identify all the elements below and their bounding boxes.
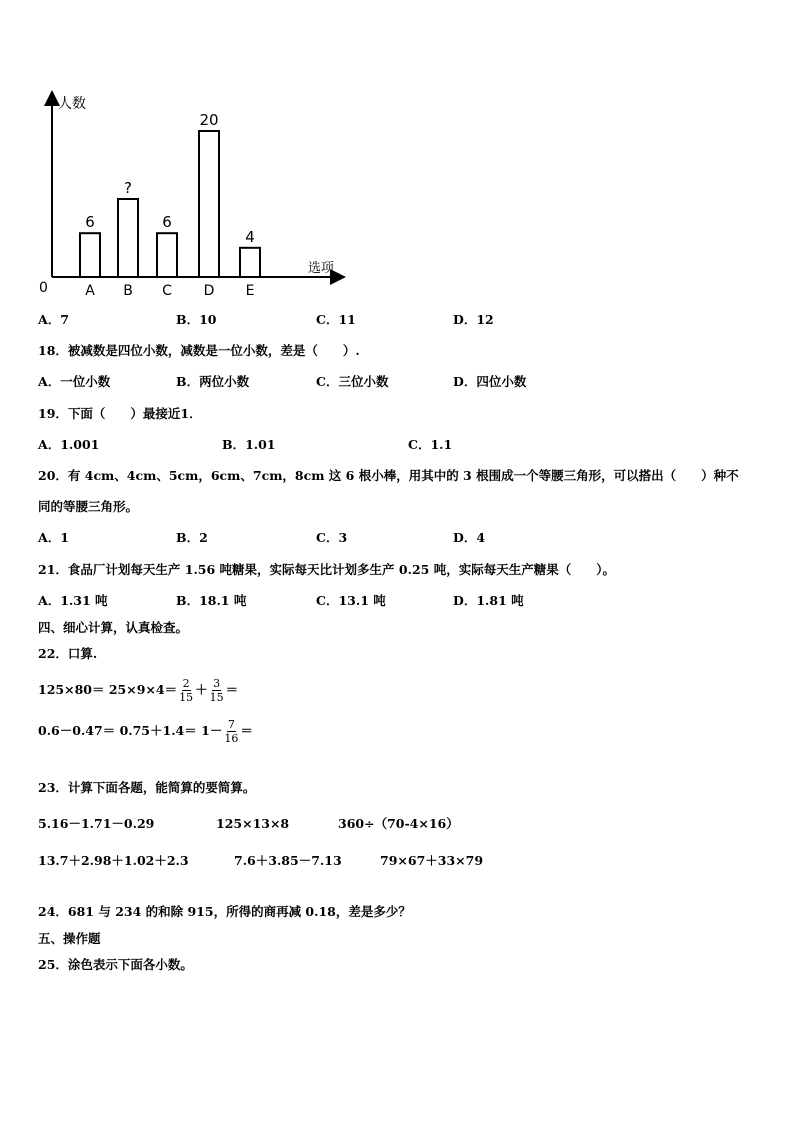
section-4-heading: 四、细心计算，认真检查。 (38, 620, 189, 635)
q22-item-2: 25×9×4＝ (108, 682, 178, 697)
section-5-heading: 五、操作题 (38, 931, 101, 946)
q24-stem: 24．681 与 234 的和除 915，所得的商再减 0.18，差是多少？ (38, 904, 411, 919)
bar-value-label: 6 (85, 213, 95, 232)
numerator: 7 (227, 718, 235, 731)
bar-value-label: 4 (245, 227, 255, 246)
origin-label: 0 (39, 280, 48, 296)
fraction (223, 718, 239, 745)
q21-stem: 21．食品厂计划每天生产 1.56 吨糖果，实际每天比计划多生产 0.25 吨，实际每天生产糖果（ ）。 (38, 562, 615, 577)
q17-option-c[interactable]: C．11 (316, 312, 356, 327)
q21-option-d[interactable]: D．1.81 吨 (453, 593, 524, 608)
denominator: 15 (209, 691, 224, 704)
fraction (209, 677, 225, 704)
q19-option-c[interactable]: C．1.1 (408, 437, 453, 452)
q23-title: 23．计算下面各题，能简算的要简算。 (38, 780, 256, 795)
fraction (178, 677, 194, 704)
q22-title: 22．口算. (38, 646, 98, 661)
q20-option-b[interactable]: B．2 (176, 530, 208, 545)
q22-row-1 (38, 676, 238, 704)
bar-b (118, 199, 138, 277)
q18-option-b[interactable]: B．两位小数 (176, 374, 250, 389)
q20-stem-line1: 20．有 4cm、4cm、5cm，6cm、7cm，8cm 这 6 根小棒，用其中的 3 根围成一个等腰三角形，可以搭出（ ）种不 (38, 468, 739, 483)
q22-row-2 (38, 717, 253, 745)
x-tick-label: C (162, 283, 172, 299)
q17-option-a[interactable]: A．7 (38, 312, 69, 327)
q23-expr-6: 79×67＋33×79 (380, 853, 484, 868)
bar-d (199, 131, 219, 277)
q20-option-c[interactable]: C．3 (316, 530, 348, 545)
q22-item-4: 0.6－0.47＝ (38, 723, 116, 738)
bar-a (80, 233, 100, 277)
q23-expr-3: 360÷（70-4×16） (338, 816, 459, 831)
bar-chart (30, 88, 360, 303)
x-tick-label: E (245, 283, 255, 299)
q23-expr-5: 7.6＋3.85－7.13 (234, 853, 342, 868)
bar-value-label: 6 (162, 213, 172, 232)
q21-option-b[interactable]: B．18.1 吨 (176, 593, 247, 608)
q17-option-b[interactable]: B．10 (176, 312, 217, 327)
bar-value-label: ? (124, 179, 132, 197)
denominator: 16 (224, 732, 239, 745)
q19-option-b[interactable]: B．1.01 (222, 437, 276, 452)
q18-stem: 18．被减数是四位小数，减数是一位小数，差是（ ）. (38, 343, 360, 358)
q19-stem: 19．下面（ ）最接近1． (38, 406, 202, 421)
q23-expr-1: 5.16－1.71－0.29 (38, 816, 155, 831)
q18-option-a[interactable]: A．一位小数 (38, 374, 111, 389)
denominator: 15 (179, 691, 194, 704)
q21-option-a[interactable]: A．1.31 吨 (38, 593, 108, 608)
q20-option-a[interactable]: A．1 (38, 530, 69, 545)
q18-option-d[interactable]: D．四位小数 (453, 374, 527, 389)
x-tick-label: B (123, 283, 133, 299)
q19-option-a[interactable]: A．1.001 (38, 437, 100, 452)
bar-c (157, 233, 177, 277)
q20-stem-line2: 同的等腰三角形。 (38, 499, 139, 514)
x-axis-label: 选项 (308, 261, 335, 276)
numerator: 3 (213, 677, 221, 690)
plus-sign: ＋ (195, 682, 208, 697)
q25-stem: 25．涂色表示下面各小数。 (38, 957, 193, 972)
q23-expr-2: 125×13×8 (216, 816, 290, 831)
x-tick-label: A (85, 283, 95, 299)
bar-e (240, 248, 260, 277)
equals-sign: ＝ (240, 723, 253, 738)
q18-option-c[interactable]: C．三位小数 (316, 374, 389, 389)
q20-option-d[interactable]: D．4 (453, 530, 486, 545)
q22-item-1: 125×80＝ (38, 682, 105, 697)
y-axis-label: 人数 (58, 96, 86, 112)
bar-value-label: 20 (199, 111, 219, 129)
q22-item-6-prefix: 1－ (201, 723, 223, 738)
q23-expr-4: 13.7＋2.98＋1.02＋2.3 (38, 853, 189, 868)
q22-item-5: 0.75＋1.4＝ (119, 723, 197, 738)
x-tick-label: D (203, 283, 215, 299)
equals-sign: ＝ (225, 682, 239, 697)
numerator: 2 (182, 677, 190, 690)
q21-option-c[interactable]: C．13.1 吨 (316, 593, 386, 608)
q17-option-d[interactable]: D．12 (453, 312, 494, 327)
